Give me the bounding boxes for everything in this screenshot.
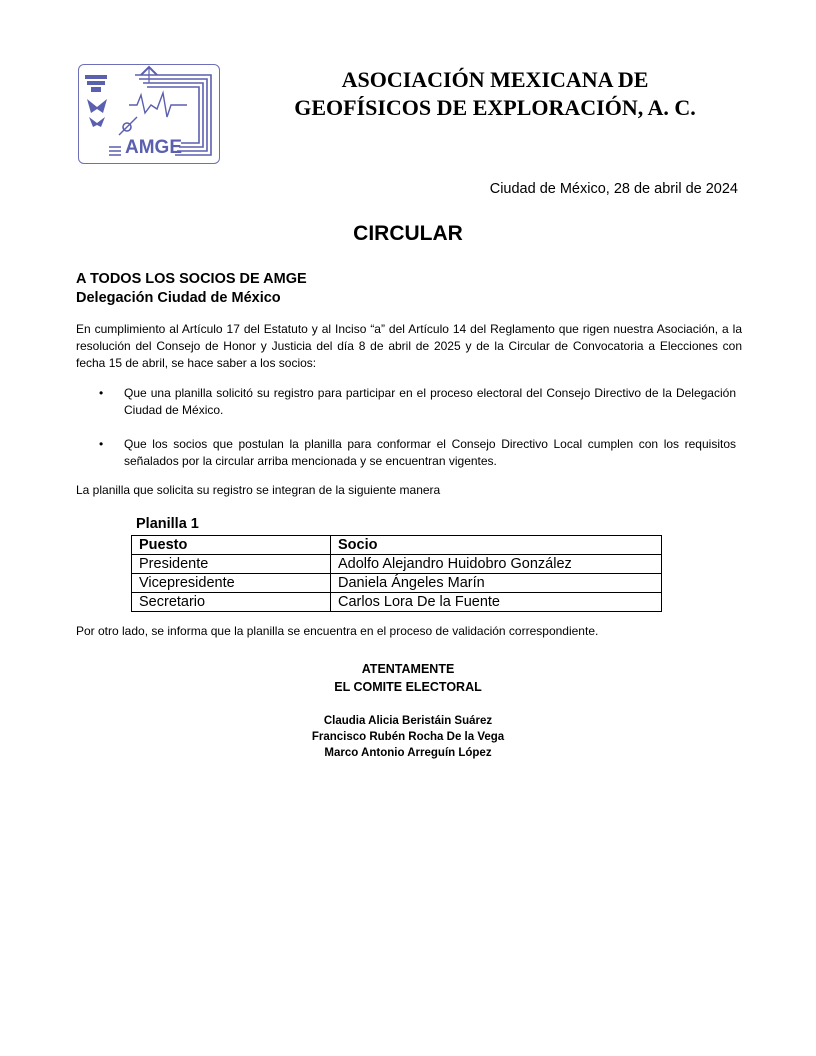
list-item (76, 385, 736, 419)
table-header-row (132, 536, 662, 555)
logo-wordmark: AMGE (125, 137, 182, 158)
planilla-intro: La planilla que solicita su registro se integran de la siguiente manera (76, 483, 441, 497)
organization-name (230, 66, 760, 122)
bullet-icon: • (99, 386, 104, 400)
closing-line2: EL COMITE ELECTORAL (334, 680, 482, 694)
organization-name-line1: ASOCIACIÓN MEXICANA DE (341, 67, 649, 92)
table-row (132, 574, 662, 593)
document-title: CIRCULAR (353, 222, 463, 245)
addressee (76, 270, 307, 308)
signatory-name: Marco Antonio Arreguín López (324, 747, 492, 759)
signatory-name: Francisco Rubén Rocha De la Vega (311, 731, 505, 743)
closing-line1: ATENTAMENTE (361, 662, 455, 676)
planilla-table (131, 535, 662, 612)
addressee-line2: Delegación Ciudad de México (76, 290, 281, 306)
table-row (132, 555, 662, 574)
bullet-list (76, 385, 736, 487)
organization-name-line2: GEOFÍSICOS DE EXPLORACIÓN, A. C. (294, 95, 696, 120)
list-item-text: Que los socios que postulan la planilla para conformar el Consejo Directivo Local cumplen con los requisitos señalados por la circular arriba mencionada y se encuentran vigentes. (124, 437, 736, 468)
signatories (0, 713, 816, 761)
column-header-puesto: Puesto (132, 536, 331, 555)
table-row (132, 593, 662, 612)
document-date: Ciudad de México, 28 de abril de 2024 (489, 181, 738, 197)
amge-logo (78, 64, 220, 164)
cell-socio: Carlos Lora De la Fuente (331, 593, 662, 612)
list-item (76, 436, 736, 470)
list-item-text: Que una planilla solicitó su registro para participar en el proceso electoral del Consejo Directivo de la Delegación Ciudad de México. (124, 386, 736, 417)
signatory-name: Claudia Alicia Beristáin Suárez (323, 715, 493, 727)
closing-block (0, 660, 816, 696)
cell-socio: Daniela Ángeles Marín (331, 574, 662, 593)
column-header-socio: Socio (331, 536, 662, 555)
cell-socio: Adolfo Alejandro Huidobro González (331, 555, 662, 574)
amge-logo-graphic (79, 65, 221, 165)
bullet-icon: • (99, 437, 104, 451)
cell-puesto: Secretario (132, 593, 331, 612)
intro-paragraph: En cumplimiento al Artículo 17 del Estatuto y al Inciso “a” del Artículo 14 del Reglamento que rigen nuestra Asociación, a la resolución del Consejo de Honor y Justicia del día 8 de abril de 2025 y de la Circular de Convocatoria a Elecciones con fecha 15 de abril, se hace saber a los socios: (76, 322, 742, 370)
cell-puesto: Presidente (132, 555, 331, 574)
table-caption: Planilla 1 (136, 516, 199, 532)
cell-puesto: Vicepresidente (132, 574, 331, 593)
addressee-line1: A TODOS LOS SOCIOS DE AMGE (76, 271, 307, 287)
validation-note: Por otro lado, se informa que la planilla se encuentra en el proceso de validación correspondiente. (76, 624, 599, 638)
